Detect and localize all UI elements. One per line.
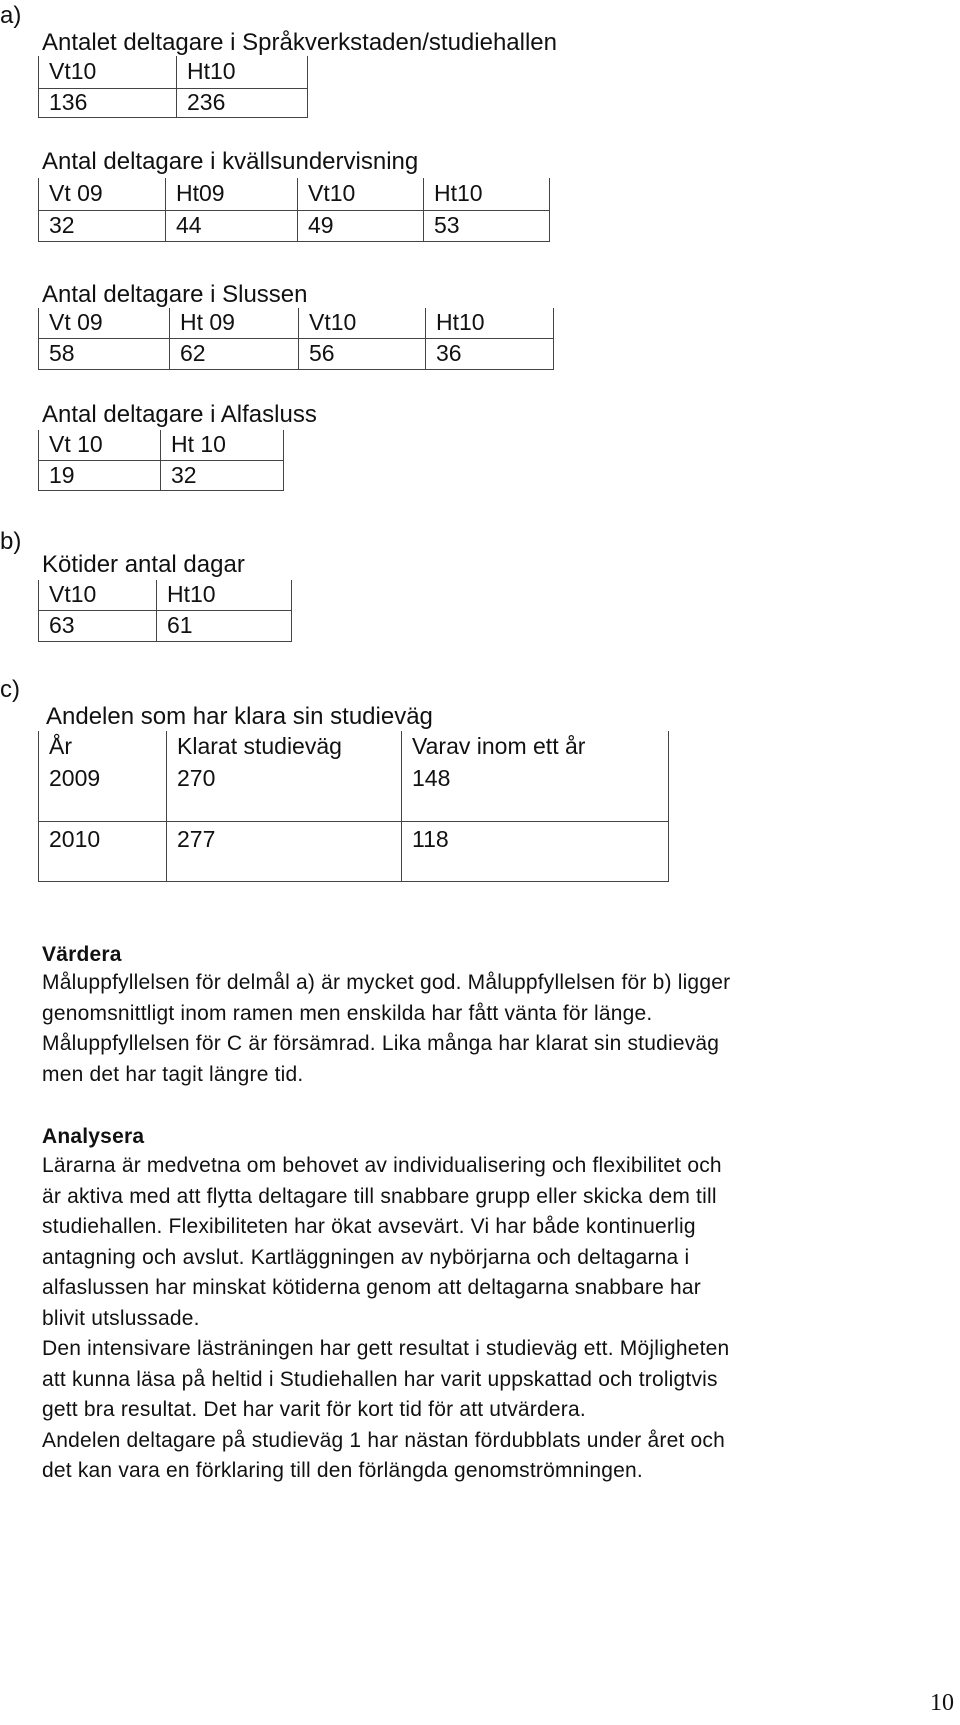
text-line: är aktiva med att flytta deltagare till snabbare grupp eller skicka dem till [42,1184,717,1208]
table-cell: Ht10 [426,308,554,338]
table-cell: Vt10 [298,178,424,210]
text-line: blivit utslussade. [42,1306,200,1330]
table-cell: 53 [424,210,550,241]
slussen-table [38,308,554,370]
table-cell: 2009 [39,761,167,821]
section-marker-c: c) [0,676,20,703]
table-cell: Vt10 [39,56,177,88]
section-marker-b: b) [0,528,22,555]
table-cell: 270 [167,761,402,821]
table-cell: 19 [39,460,161,490]
text-line: studiehallen. Flexibiliteten har ökat avsevärt. Vi har både kontinuerlig [42,1215,696,1238]
table-cell: 148 [402,761,669,821]
table-cell: 32 [161,460,284,490]
table-cell: Klarat studieväg [167,731,402,761]
table-cell: Ht 09 [170,308,299,338]
text-line: genomsnittligt inom ramen men enskilda har fått vänta för länge. [42,1001,653,1025]
table-cell: Vt 09 [39,178,166,210]
table-cell: 36 [426,338,554,369]
text-line: Måluppfyllelsen för delmål a) är mycket god. Måluppfyllelsen för b) ligger [42,971,731,994]
kotider-title: Kötider antal dagar [42,551,245,578]
text-line: men det har tagit längre tid. [42,1062,304,1086]
table-cell: 2010 [39,821,167,881]
sprakverkstad-title: Antalet deltagare i Språkverkstaden/studiehallen [42,29,557,56]
table-cell: Vt 09 [39,308,170,338]
table-cell: 236 [177,88,308,117]
sprakverkstad-table [38,56,308,118]
table-cell: 56 [299,338,426,369]
table-cell: Vt 10 [39,430,161,460]
analysera-paragraph [42,1151,729,1487]
table-cell: 32 [39,210,166,241]
analysera-heading: Analysera [42,1125,145,1148]
alfasluss-title: Antal deltagare i Alfasluss [42,401,317,428]
kotider-table [38,580,292,642]
table-cell: Ht 10 [161,430,284,460]
table-cell: 49 [298,210,424,241]
text-line: Måluppfyllelsen för C är försämrad. Lika många har klarat sin studieväg [42,1032,720,1055]
table-cell: 118 [402,821,669,881]
table-cell: 61 [157,610,292,641]
table-cell: 277 [167,821,402,881]
table-cell: 62 [170,338,299,369]
table-cell: År [39,731,167,761]
table-cell: Vt10 [299,308,426,338]
table-cell: 136 [39,88,177,117]
table-cell: 63 [39,610,157,641]
kvall-table [38,178,550,242]
vardera-heading: Värdera [42,943,122,966]
text-line: alfaslussen har minskat kötiderna genom att deltagarna snabbare har [42,1276,701,1299]
text-line: antagning och avslut. Kartläggningen av nybörjarna och deltagarna i [42,1245,690,1269]
table-cell: Ht10 [157,580,292,610]
table-cell: 44 [166,210,298,241]
text-line: Den intensivare lästräningen har gett resultat i studieväg ett. Möjligheten [42,1337,730,1360]
text-line: det kan vara en förklaring till den förlängda genomströmningen. [42,1459,643,1482]
text-line: Andelen deltagare på studieväg 1 har nästan fördubblats under året och [42,1428,725,1452]
table-cell: Varav inom ett år [402,731,669,761]
slussen-title: Antal deltagare i Slussen [42,281,308,308]
table-cell: 58 [39,338,170,369]
alfasluss-table [38,430,284,491]
text-line: att kunna läsa på heltid i Studiehallen har varit uppskattad och troligtvis [42,1367,718,1391]
text-line: gett bra resultat. Det har varit för kort tid för att utvärdera. [42,1398,586,1421]
vardera-paragraph [42,968,730,1090]
table-cell: Vt10 [39,580,157,610]
table-cell: Ht09 [166,178,298,210]
table-cell: Ht10 [424,178,550,210]
studievag-title: Andelen som har klara sin studieväg [46,703,433,730]
page-number: 10 [930,1690,954,1716]
section-marker-a: a) [0,2,22,29]
kvall-title: Antal deltagare i kvällsundervisning [42,148,419,175]
studievag-table [38,731,669,882]
table-cell: Ht10 [177,56,308,88]
text-line: Lärarna är medvetna om behovet av individualisering och flexibilitet och [42,1154,722,1177]
